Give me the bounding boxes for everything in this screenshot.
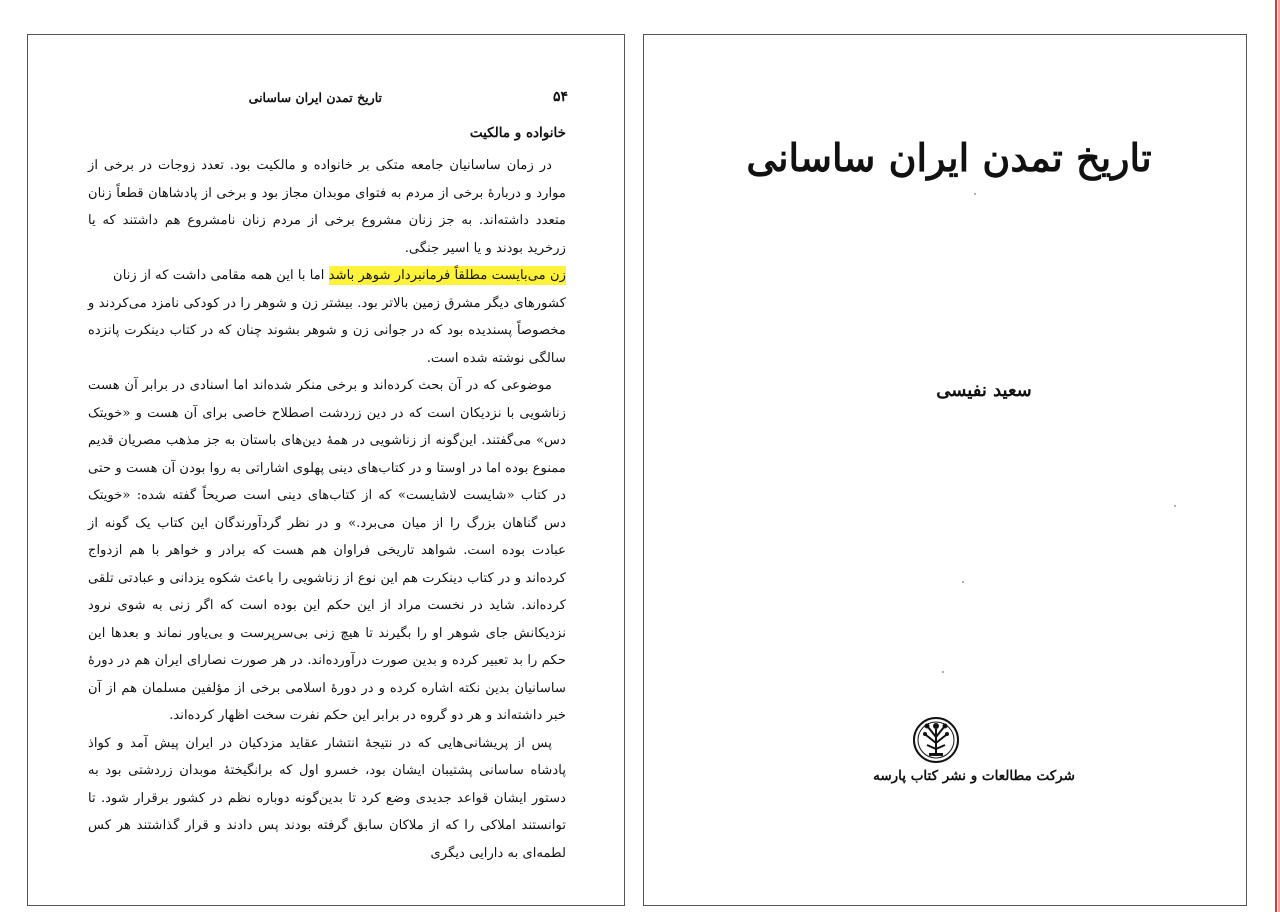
author-name: سعید نفیسی (936, 380, 1032, 401)
window-edge-accent (1275, 0, 1277, 912)
running-title: تاریخ تمدن ایران ساسانی (248, 90, 382, 105)
section-heading: خانواده و مالکیت (469, 125, 566, 141)
paper-speck (974, 193, 976, 195)
after-highlight-text: اما با این همه مقامی داشت که از زنان (113, 268, 329, 283)
right-page (643, 34, 1247, 906)
paragraph-2-lead (88, 262, 566, 290)
paper-speck (942, 671, 944, 673)
left-page (27, 34, 625, 906)
body-text (88, 152, 566, 867)
paragraph-4: پس از پریشانی‌هایی که در نتیجهٔ انتشار عقاید مزدکیان در ایران پیش آمد و کواذ پادشاه ساسانی پشتیبان ایشان بود، خسرو اول که برانگیختهٔ موبدان زردشتی بود به دستور ایشان قواعد جدیدی وضع کرد تا بدین‌گونه دوباره نظم در کشور برقرار شود. تا توانستند املاکی را که از ملاکان سابق گرفته بودند پس دادند و قرار گذاشتند هر کس لطمه‌ای به دارایی دیگری (88, 735, 566, 861)
paper-speck (962, 581, 964, 583)
highlighted-text[interactable]: زن می‌بایست مطلقاً فرمانبردار شوهر باشد (328, 268, 566, 283)
publisher-name: شرکت مطالعات و نشر کتاب پارسه (873, 768, 1075, 784)
paper-speck (1174, 505, 1176, 507)
running-head (248, 89, 568, 109)
paragraph-1: در زمان ساسانیان جامعه متکی بر خانواده و مالکیت بود. تعدد زوجات در برخی از موارد و دربارهٔ برخی از مردم به فتوای موبدان مجاز بود و برخی از پادشاهان قطعاً زنان متعدد داشته‌اند. به جز زنان مشروع برخی از مردم زنان نامشروع هم داشتند که یا زرخرید بودند و یا اسیر جنگی. (88, 158, 566, 256)
publisher-emblem-icon (911, 715, 961, 765)
book-title: تاریخ تمدن ایران ساسانی (746, 135, 1152, 180)
paragraph-3: موضوعی که در آن بحث کرده‌اند و برخی منکر شده‌اند اما اسنادی در برابر آن هست زناشویی با نزدیکان است که در دین زردشت اصطلاح خاصی برای آن هست و «خویتک دس» می‌گفتند. این‌گونه از زناشویی در همهٔ دین‌های باستان به جز مذهب مصریان قدیم ممنوع بوده اما در اوستا و در کتاب‌های دینی پهلوی اشاراتی به روا بودن آن هست و حتی در کتاب «شایست لاشایست» که از کتاب‌های دینی است صریحاً گفته شده: «خویتک دس گناهان بزرگ را از میان می‌برد.» و در نظر گردآورندگان این کتاب یک گونه از عبادت بوده است. شواهد تاریخی فراوان هم هست که برادر و خواهر با هم ازدواج کرده‌اند و در کتاب دینکرت هم این نوع از زناشویی را باعث شکوه یزدانی و عبادتی تلقی کرده‌اند. شاید در نخست مراد از این حکم این بوده است که اگر زنی به شوی نرود نزدیکانش جای شوهر او را بگیرند تا هیچ زنی بی‌سرپرست و بی‌یاور نماند و بعدها این حکم را بد تعبیر کرده و بدین صورت درآورده‌اند. در هر صورت نصارای ایران هم در دورهٔ ساسانیان بدین نکته اشاره کرده و در دورهٔ اسلامی برخی از مؤلفین مسلمان هم از آن خبر داشته‌اند و هر دو گروه در برابر این حکم نفرت سخت اظهار کرده‌اند. (88, 378, 566, 723)
page-number: ۵۴ (552, 89, 568, 105)
paragraph-2: کشورهای دیگر مشرق زمین بالاتر بود. بیشتر زن و شوهر را در کودکی نامزد می‌کردند و مخصوصاً پسندیده بود که در جوانی زن و شوهر بشوند چنان که در کتاب دینکرت پانزده سالگی نوشته شده است. (88, 295, 566, 366)
